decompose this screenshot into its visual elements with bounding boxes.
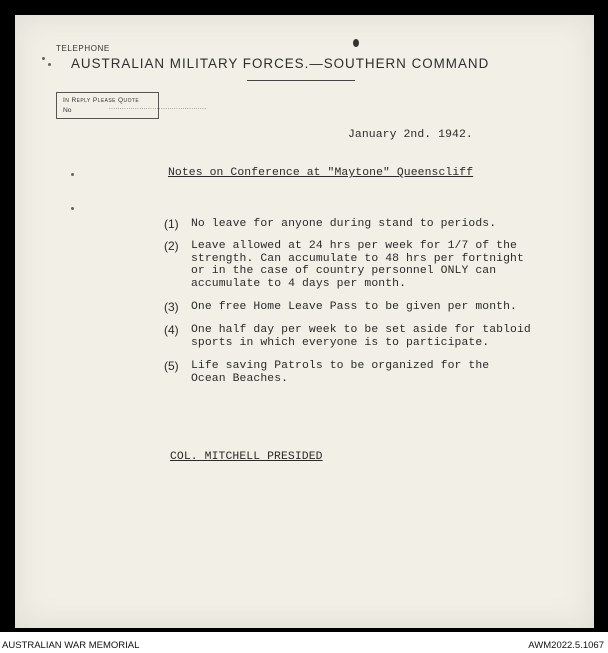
note-number: (5) [164, 359, 179, 373]
punch-mark [48, 63, 51, 66]
footer-institution: AUSTRALIAN WAR MEMORIAL [2, 640, 140, 651]
letterhead-rule [247, 80, 355, 81]
document-page [15, 15, 594, 628]
note-item [164, 240, 564, 292]
reply-quote-box [56, 92, 207, 119]
note-text: No leave for anyone during stand to periods. [191, 218, 497, 230]
letterhead-title: AUSTRALIAN MILITARY FORCES.—SOUTHERN COMMAND [71, 56, 490, 71]
note-text: One half day per week to be set aside for tabloid sports in which everyone is to participate. [191, 324, 531, 349]
note-text: Leave allowed at 24 hrs per week for 1/7 of the strength. Can accumulate to 48 hrs per fortnight or in the case of country personnel ONLY can accumulate to 4 days per month. [191, 240, 524, 290]
note-text: One free Home Leave Pass to be given per month. [191, 301, 517, 313]
telephone-label: TELEPHONE [56, 44, 110, 53]
presided-signature: COL. MITCHELL PRESIDED [170, 451, 323, 463]
note-item [164, 301, 564, 315]
footer-accession-number: AWM2022.5.1067 [528, 640, 604, 651]
punch-mark [42, 57, 45, 60]
letter-date: January 2nd. 1942. [348, 129, 473, 141]
note-number: (1) [164, 217, 179, 231]
punch-mark [71, 173, 74, 176]
note-text: Life saving Patrols to be organized for the Ocean Beaches. [191, 360, 490, 385]
note-number: (2) [164, 239, 179, 253]
note-item [164, 218, 564, 232]
note-number: (4) [164, 323, 179, 337]
reply-number-label: No [63, 107, 72, 114]
note-item [164, 360, 564, 387]
note-number: (3) [164, 300, 179, 314]
reply-quote-label: In Reply Please Quote [63, 97, 140, 104]
punch-mark [71, 207, 74, 210]
note-item [164, 324, 564, 351]
reply-number-line: ............................................. [109, 105, 207, 111]
subject-line: Notes on Conference at "Maytone" Queenscliff [168, 167, 474, 179]
ink-blot [353, 39, 359, 47]
